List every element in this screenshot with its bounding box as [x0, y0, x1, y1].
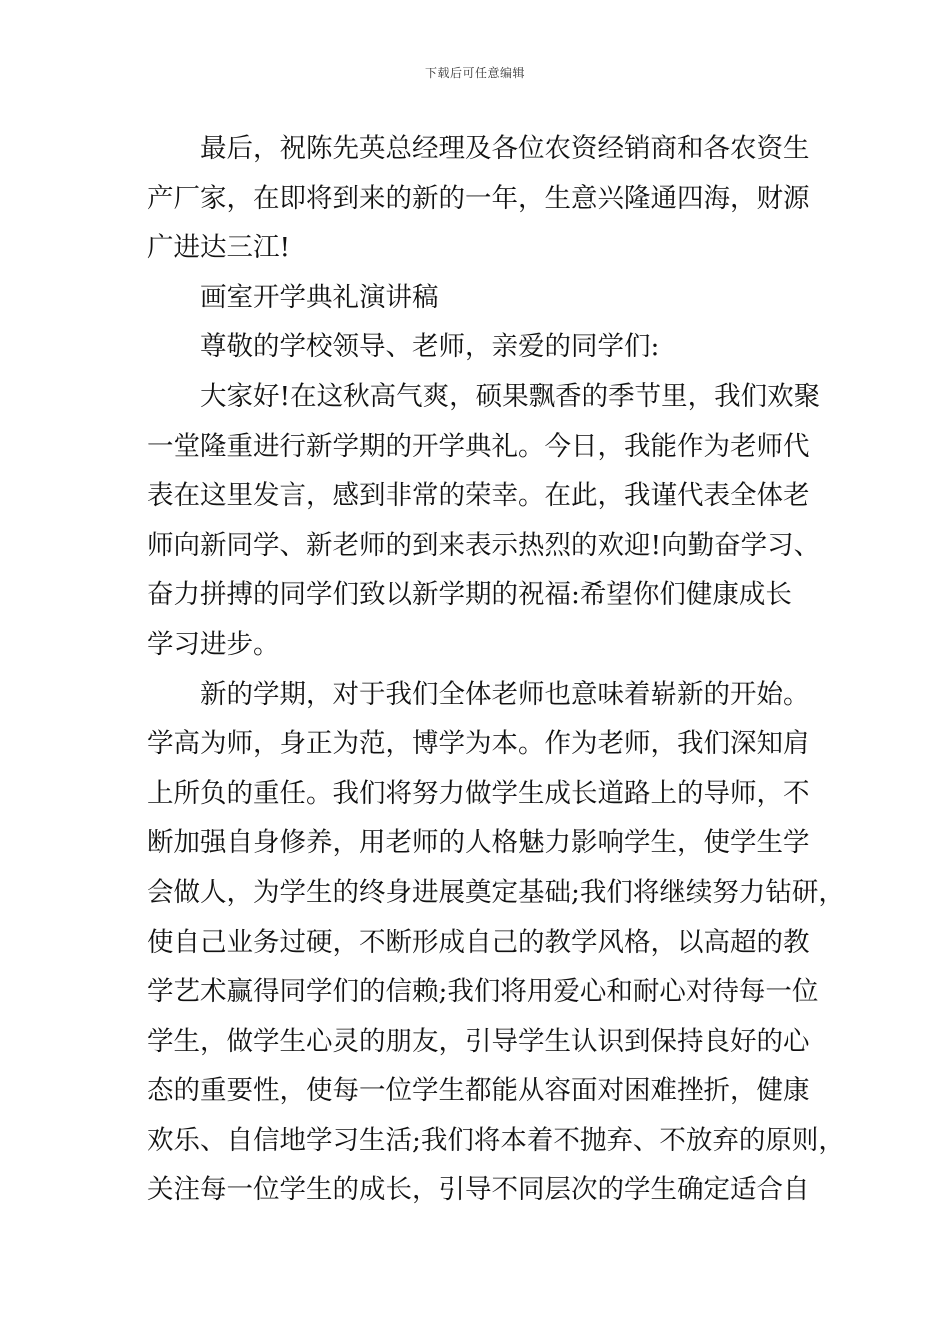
text-line: 画室开学典礼演讲稿	[200, 281, 439, 313]
text-line: 表在这里发言，感到非常的荣幸。在此，我谨代表全体老	[147, 480, 810, 512]
text-line: 最后，祝陈先英总经理及各位农资经销商和各农资生	[200, 133, 810, 164]
text-line: 学习进步。	[147, 628, 280, 660]
text-line: 使自己业务过硬，不断形成自己的教学风格，以高超的教	[147, 926, 810, 958]
text-line: 师向新同学、新老师的到来表示热烈的欢迎!向勤奋学习、	[147, 529, 821, 561]
text-line: 一堂隆重进行新学期的开学典礼。今日，我能作为老师代	[147, 430, 810, 462]
text-line: 新的学期，对于我们全体老师也意味着崭新的开始。	[200, 678, 810, 710]
text-line: 欢乐、自信地学习生活;我们将本着不抛弃、不放弃的原则，	[147, 1124, 845, 1156]
text-line: 学高为师，身正为范，博学为本。作为老师，我们深知肩	[147, 728, 810, 760]
page-header-note: 下载后可任意编辑	[424, 66, 525, 80]
text-line: 断加强自身修养，用老师的人格魅力影响学生，使学生学	[147, 827, 810, 859]
text-line: 学艺术赢得同学们的信赖;我们将用爱心和耐心对待每一位	[147, 976, 819, 1008]
text-line: 学生，做学生心灵的朋友，引导学生认识到保持良好的心	[147, 1025, 810, 1057]
text-line: 奋力拼搏的同学们致以新学期的祝福:希望你们健康成长	[147, 579, 792, 611]
text-line: 尊敬的学校领导、老师，亲爱的同学们:	[200, 331, 660, 363]
text-line: 态的重要性，使每一位学生都能从容面对困难挫折，健康	[147, 1075, 810, 1107]
text-line: 产厂家，在即将到来的新的一年，生意兴隆通四海，财源	[147, 182, 810, 214]
text-line: 会做人，为学生的终身进展奠定基础;我们将继续努力钻研，	[147, 876, 845, 908]
text-line: 广进达三江!	[147, 232, 291, 264]
text-line: 上所负的重任。我们将努力做学生成长道路上的导师，不	[147, 777, 810, 809]
text-line: 大家好!在这秋高气爽，硕果飘香的季节里，我们欢聚	[200, 380, 821, 412]
document-body	[147, 124, 845, 1215]
text-line: 关注每一位学生的成长，引导不同层次的学生确定适合自	[147, 1174, 810, 1206]
